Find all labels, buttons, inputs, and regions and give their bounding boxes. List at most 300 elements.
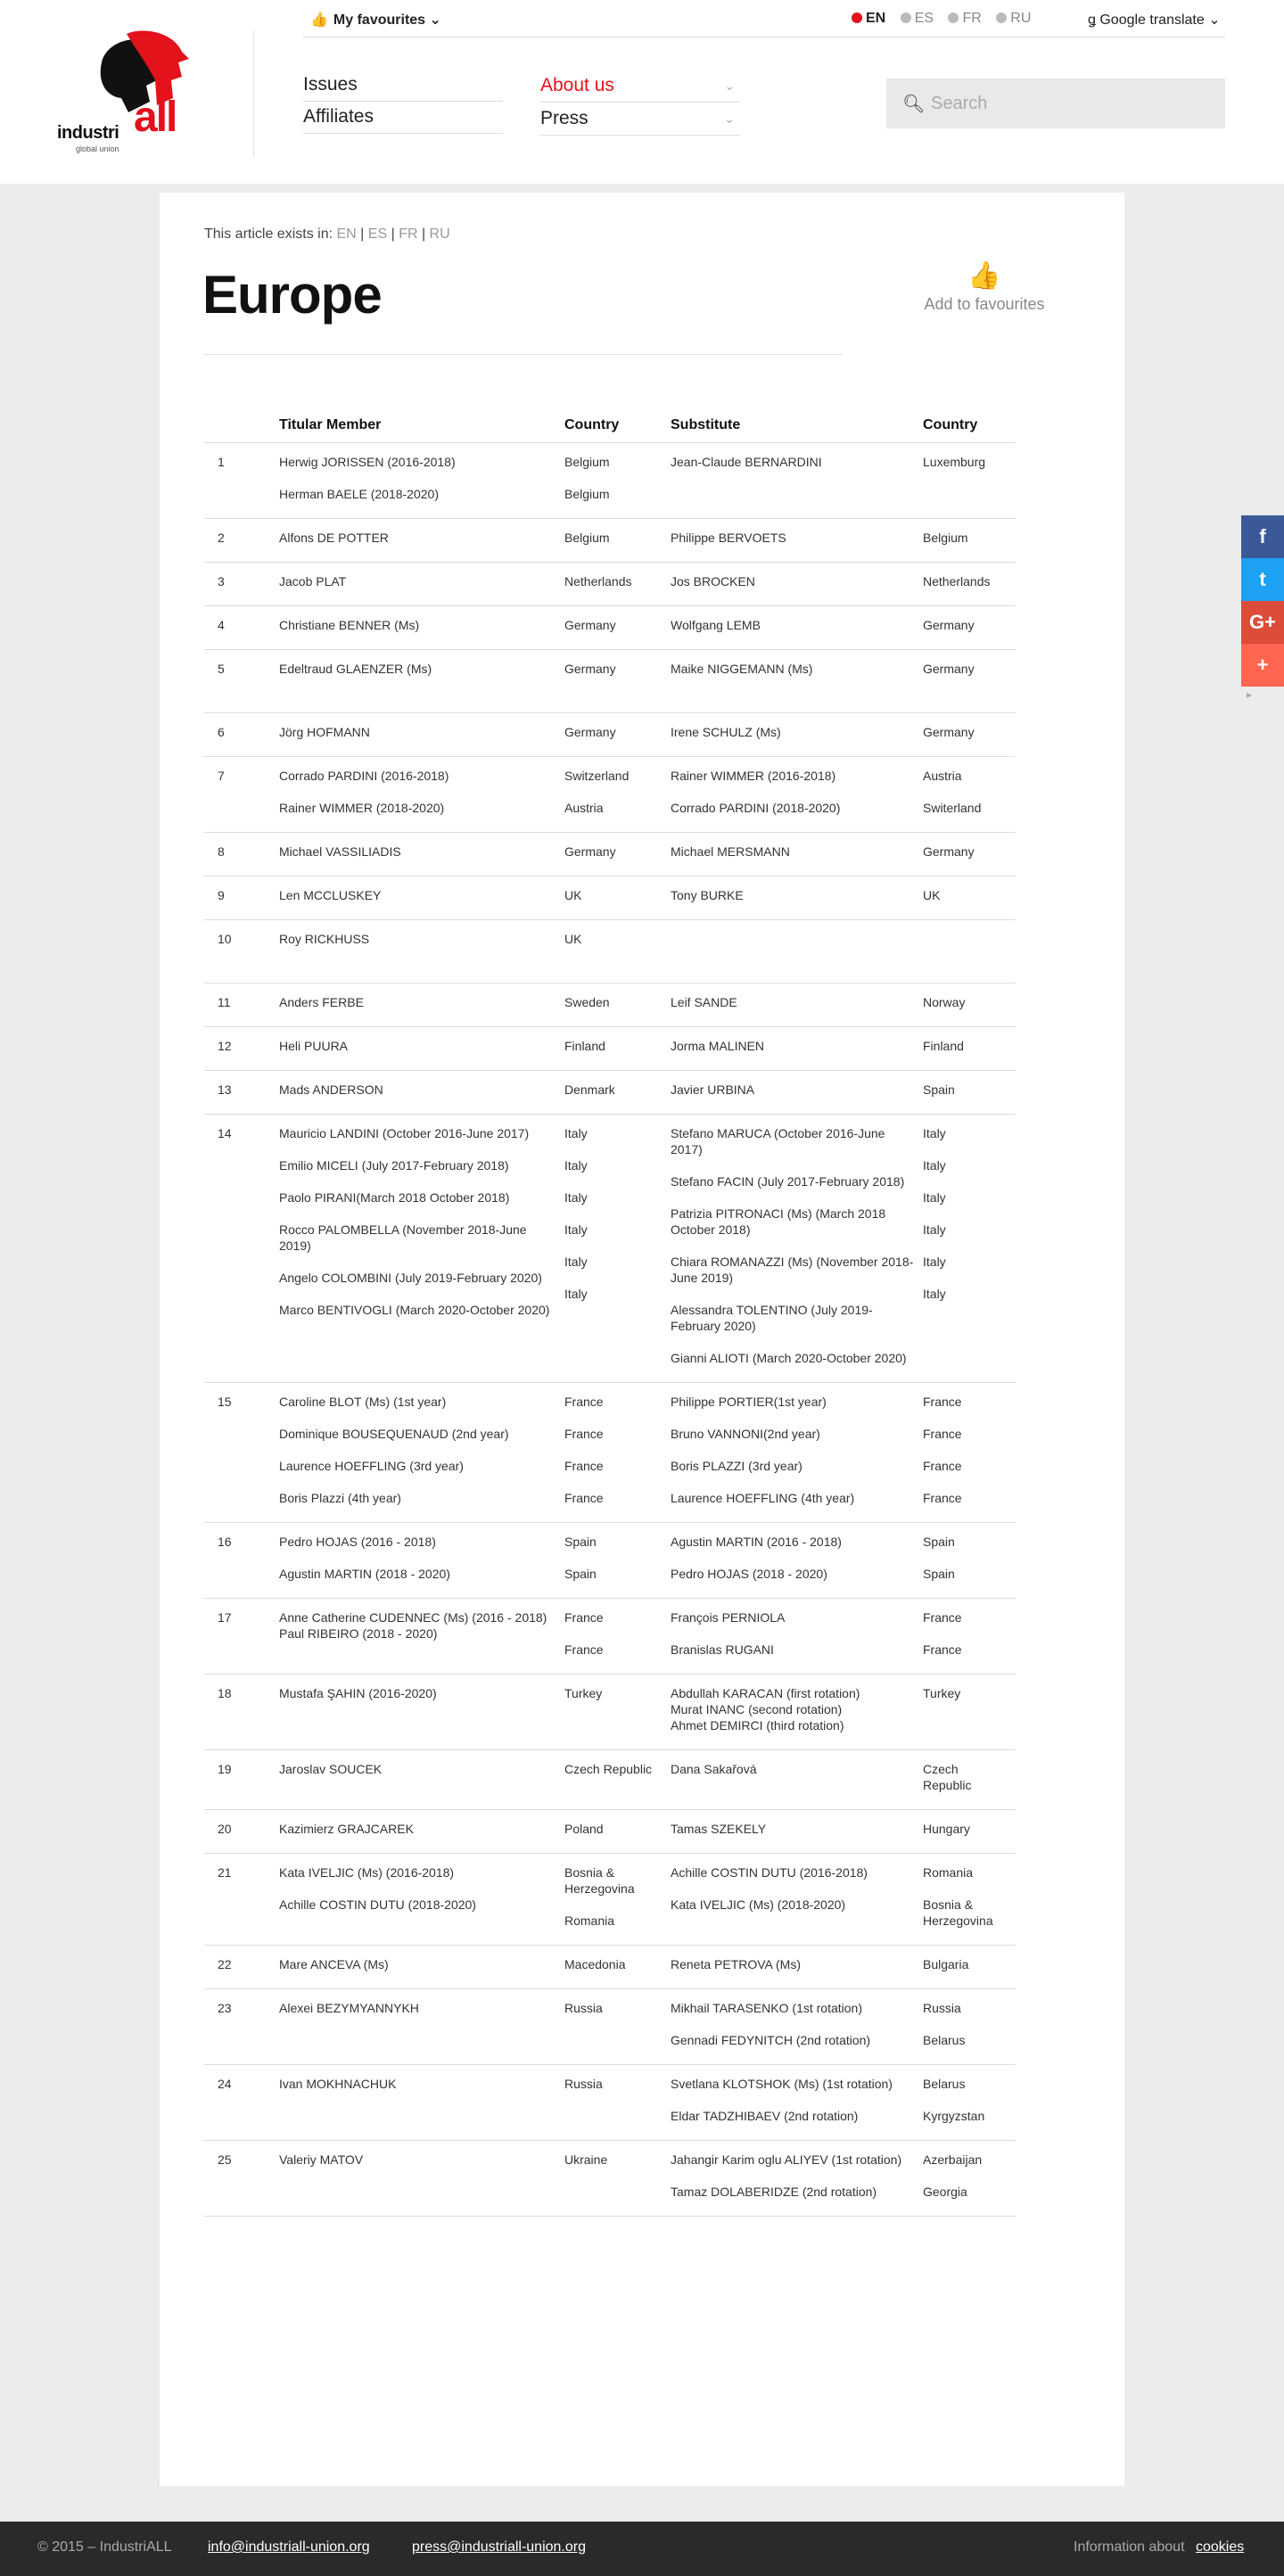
substitute-cell-entry: Reneta PETROVA (Ms) bbox=[671, 1956, 802, 1971]
titular-country-cell-entry: Turkey bbox=[564, 1685, 603, 1700]
article-lang-fr[interactable]: FR bbox=[399, 226, 418, 242]
substitute-country-cell-entry: Italy bbox=[923, 1125, 946, 1140]
titular-member-cell-entry: Dominique BOUSEQUENAUD (2nd year) bbox=[279, 1426, 509, 1441]
lang-fr[interactable]: FR bbox=[948, 11, 981, 26]
titular-member-cell-entry: Mads ANDERSON bbox=[279, 1082, 383, 1097]
titular-country-cell-entry: Germany bbox=[564, 661, 616, 676]
substitute-country-cell bbox=[923, 442, 1016, 518]
titular-country-cell-entry: Russia bbox=[564, 2000, 603, 2015]
row-number: 6 bbox=[204, 712, 279, 756]
titular-member-cell-entry: Mare ANCEVA (Ms) bbox=[279, 1956, 389, 1971]
substitute-cell-entry: Svetlana KLOTSHOK (Ms) (1st rotation) bbox=[671, 2076, 893, 2091]
titular-country-cell-entry: Austria bbox=[564, 800, 604, 815]
titular-member-cell bbox=[279, 1522, 564, 1598]
titular-country-cell-entry: Italy bbox=[564, 1157, 588, 1173]
titular-member-cell-entry: Jörg HOFMANN bbox=[279, 724, 370, 739]
chevron-down-icon: ⌄ bbox=[724, 111, 735, 126]
substitute-cell-entry: Jos BROCKEN bbox=[671, 573, 755, 588]
titular-country-cell-entry: Ukraine bbox=[564, 2152, 608, 2167]
search-box bbox=[886, 78, 1225, 128]
chevron-down-icon: ⌄ bbox=[429, 12, 441, 28]
add-to-favourites-button[interactable] bbox=[913, 260, 1056, 314]
row-number: 4 bbox=[204, 605, 279, 649]
lang-ru[interactable]: RU bbox=[996, 11, 1031, 26]
search-input[interactable] bbox=[931, 78, 1216, 128]
substitute-cell-entry: Alessandra TOLENTINO (July 2019-February 2020) bbox=[671, 1302, 873, 1333]
titular-member-cell-entry: Angelo COLOMBINI (July 2019-February 2020) bbox=[279, 1270, 542, 1285]
titular-member-cell-entry: Boris Plazzi (4th year) bbox=[279, 1490, 401, 1505]
collapse-arrow-icon[interactable]: ▸ bbox=[1247, 688, 1253, 701]
substitute-cell bbox=[671, 832, 923, 876]
substitute-cell-entry: Philippe BERVOETS bbox=[671, 530, 786, 545]
substitute-cell bbox=[671, 1809, 923, 1853]
titular-member-cell bbox=[279, 1749, 564, 1809]
substitute-country-cell-entry: Italy bbox=[923, 1157, 946, 1173]
google-translate-button[interactable] bbox=[1088, 11, 1221, 29]
titular-member-cell bbox=[279, 1382, 564, 1522]
thumbs-up-icon: 👍 bbox=[310, 12, 328, 28]
table-row bbox=[204, 605, 1016, 649]
substitute-cell-entry: Tamaz DOLABERIDZE (2nd rotation) bbox=[671, 2184, 877, 2199]
substitute-cell bbox=[671, 562, 923, 605]
table-row bbox=[204, 876, 1016, 919]
titular-country-cell-entry: Belgium bbox=[564, 486, 610, 501]
article-lang-ru[interactable]: RU bbox=[429, 226, 450, 242]
substitute-country-cell-entry: Bosnia & Herzegovina bbox=[923, 1897, 993, 1928]
radio-icon bbox=[948, 12, 959, 23]
substitute-country-cell-entry: Romania bbox=[923, 1864, 974, 1880]
table-row bbox=[204, 518, 1016, 562]
substitute-cell-entry: Gennadi FEDYNITCH (2nd rotation) bbox=[671, 2032, 871, 2047]
table-row bbox=[204, 712, 1016, 756]
substitute-country-cell bbox=[923, 1070, 1016, 1114]
titular-member-cell-entry: Jacob PLAT bbox=[279, 573, 347, 588]
titular-member-cell-entry: Herwig JORISSEN (2016-2018) bbox=[279, 454, 456, 469]
titular-member-cell bbox=[279, 1598, 564, 1674]
substitute-country-cell-entry: Finland bbox=[923, 1038, 964, 1053]
substitute-country-cell-entry: Italy bbox=[923, 1189, 946, 1205]
row-number: 8 bbox=[204, 832, 279, 876]
title-divider bbox=[204, 354, 843, 355]
logo-text: industri bbox=[57, 123, 119, 143]
substitute-cell-entry: Laurence HOEFFLING (4th year) bbox=[671, 1490, 855, 1505]
nav-affiliates[interactable]: Affiliates bbox=[303, 106, 503, 134]
table-row bbox=[204, 1598, 1016, 1674]
substitute-country-cell-entry: UK bbox=[923, 887, 941, 902]
titular-member-cell-entry: Mauricio LANDINI (October 2016-June 2017) bbox=[279, 1125, 530, 1140]
substitute-cell bbox=[671, 919, 923, 983]
row-number: 13 bbox=[204, 1070, 279, 1114]
titular-member-cell bbox=[279, 1674, 564, 1749]
substitute-cell-entry: Bruno VANNONI(2nd year) bbox=[671, 1426, 820, 1441]
titular-member-cell bbox=[279, 2064, 564, 2140]
table-row bbox=[204, 1026, 1016, 1070]
titular-member-cell-entry: Ivan MOKHNACHUK bbox=[279, 2076, 397, 2091]
table-row bbox=[204, 756, 1016, 832]
titular-member-cell bbox=[279, 1809, 564, 1853]
substitute-cell bbox=[671, 756, 923, 832]
substitute-cell-entry: Dana Sakařová bbox=[671, 1761, 757, 1776]
substitute-country-cell bbox=[923, 649, 1016, 712]
titular-country-cell bbox=[564, 2140, 671, 2216]
titular-country-cell-entry: France bbox=[564, 1458, 604, 1473]
substitute-country-cell-entry: Austria bbox=[923, 768, 962, 783]
row-number: 3 bbox=[204, 562, 279, 605]
row-number: 23 bbox=[204, 1988, 279, 2064]
titular-country-cell bbox=[564, 876, 671, 919]
titular-country-cell bbox=[564, 756, 671, 832]
titular-member-cell-entry: Christiane BENNER (Ms) bbox=[279, 617, 420, 632]
substitute-country-cell bbox=[923, 1674, 1016, 1749]
google-plus-icon[interactable]: G+ bbox=[1241, 601, 1284, 644]
titular-country-cell bbox=[564, 518, 671, 562]
substitute-country-cell-entry: Italy bbox=[923, 1254, 946, 1269]
substitute-cell-entry: Rainer WIMMER (2016-2018) bbox=[671, 768, 836, 783]
titular-member-cell-entry: Herman BAELE (2018-2020) bbox=[279, 486, 439, 501]
substitute-country-cell bbox=[923, 1114, 1016, 1382]
substitute-country-cell-entry: Hungary bbox=[923, 1821, 970, 1836]
titular-member-cell-entry: Valeriy MATOV bbox=[279, 2152, 364, 2167]
radio-icon bbox=[852, 12, 862, 23]
col-substitute-country: Country bbox=[923, 412, 1016, 442]
titular-member-cell-entry: Achille COSTIN DUTU (2018-2020) bbox=[279, 1897, 476, 1912]
substitute-cell-entry: Michael MERSMANN bbox=[671, 844, 790, 859]
substitute-country-cell-entry: Germany bbox=[923, 724, 975, 739]
substitute-country-cell-entry: Bulgaria bbox=[923, 1956, 969, 1971]
col-substitute: Substitute bbox=[671, 412, 923, 442]
substitute-country-cell-entry: Germany bbox=[923, 661, 975, 676]
titular-member-cell-entry: Michael VASSILIADIS bbox=[279, 844, 401, 859]
titular-country-cell-entry: Bosnia & Herzegovina bbox=[564, 1864, 635, 1896]
titular-country-cell-entry: Germany bbox=[564, 724, 616, 739]
titular-country-cell-entry: UK bbox=[564, 887, 582, 902]
titular-member-cell bbox=[279, 1026, 564, 1070]
row-number: 15 bbox=[204, 1382, 279, 1522]
titular-country-cell-entry: Sweden bbox=[564, 994, 610, 1009]
share-more-icon[interactable]: + bbox=[1241, 644, 1284, 687]
titular-country-cell bbox=[564, 442, 671, 518]
titular-country-cell bbox=[564, 832, 671, 876]
titular-country-cell-entry: Finland bbox=[564, 1038, 605, 1053]
search-icon[interactable]: 🔍︎ bbox=[902, 95, 926, 114]
table-row bbox=[204, 2064, 1016, 2140]
titular-country-cell-entry: Denmark bbox=[564, 1082, 615, 1097]
substitute-cell-entry: Tony BURKE bbox=[671, 887, 744, 902]
table-row bbox=[204, 1382, 1016, 1522]
titular-member-cell-entry: Alexei BEZYMYANNYKH bbox=[279, 2000, 419, 2015]
substitute-country-cell-entry: Spain bbox=[923, 1566, 955, 1581]
social-share-bar bbox=[1241, 515, 1284, 687]
row-number: 11 bbox=[204, 983, 279, 1026]
table-row bbox=[204, 649, 1016, 712]
row-number: 24 bbox=[204, 2064, 279, 2140]
substitute-cell bbox=[671, 1674, 923, 1749]
nav-press[interactable]: Press ⌄ bbox=[540, 108, 740, 136]
titular-member-cell-entry: Jaroslav SOUCEK bbox=[279, 1761, 383, 1776]
substitute-cell-entry: Pedro HOJAS (2018 - 2020) bbox=[671, 1566, 827, 1581]
titular-member-cell-entry: Alfons DE POTTER bbox=[279, 530, 389, 545]
titular-country-cell-entry: Netherlands bbox=[564, 573, 632, 588]
table-row bbox=[204, 1674, 1016, 1749]
substitute-cell-entry: Kata IVELJIC (Ms) (2018-2020) bbox=[671, 1897, 846, 1912]
lang-en[interactable]: EN bbox=[852, 11, 885, 26]
col-number bbox=[204, 412, 279, 442]
substitute-cell-entry: Branislas RUGANI bbox=[671, 1642, 774, 1657]
titular-country-cell-entry: Switzerland bbox=[564, 768, 630, 783]
titular-country-cell bbox=[564, 562, 671, 605]
titular-country-cell bbox=[564, 919, 671, 983]
nav-about-us[interactable]: About us ⌄ bbox=[540, 75, 740, 103]
table-row bbox=[204, 442, 1016, 518]
radio-icon bbox=[996, 12, 1007, 23]
titular-member-cell bbox=[279, 1988, 564, 2064]
substitute-cell-entry: Jean-Claude BERNARDINI bbox=[671, 454, 822, 469]
logo-subtitle: global union bbox=[76, 144, 119, 153]
substitute-cell bbox=[671, 649, 923, 712]
titular-member-cell-entry: Marco BENTIVOGLI (March 2020-October 2020) bbox=[279, 1302, 550, 1317]
titular-country-cell-entry: France bbox=[564, 1642, 604, 1657]
substitute-country-cell bbox=[923, 562, 1016, 605]
table-row bbox=[204, 1070, 1016, 1114]
substitute-country-cell bbox=[923, 518, 1016, 562]
substitute-country-cell-entry: Russia bbox=[923, 2000, 961, 2015]
titular-member-cell bbox=[279, 442, 564, 518]
table-row bbox=[204, 1988, 1016, 2064]
titular-country-cell bbox=[564, 1988, 671, 2064]
substitute-country-cell-entry: France bbox=[923, 1490, 962, 1505]
substitute-country-cell-entry: Norway bbox=[923, 994, 966, 1009]
col-country: Country bbox=[564, 412, 671, 442]
titular-member-cell bbox=[279, 983, 564, 1026]
substitute-cell-entry: Boris PLAZZI (3rd year) bbox=[671, 1458, 802, 1473]
table-row bbox=[204, 1945, 1016, 1988]
substitute-country-cell bbox=[923, 1522, 1016, 1598]
row-number: 12 bbox=[204, 1026, 279, 1070]
table-row bbox=[204, 1522, 1016, 1598]
footer-email-info[interactable]: info@industriall-union.org bbox=[208, 2539, 370, 2555]
titular-member-cell bbox=[279, 2140, 564, 2216]
row-number: 16 bbox=[204, 1522, 279, 1598]
substitute-country-cell bbox=[923, 756, 1016, 832]
titular-country-cell-entry: Poland bbox=[564, 1821, 604, 1836]
substitute-cell bbox=[671, 2064, 923, 2140]
substitute-country-cell-entry: Germany bbox=[923, 617, 975, 632]
substitute-cell bbox=[671, 1382, 923, 1522]
substitute-cell-entry: Maike NIGGEMANN (Ms) bbox=[671, 661, 813, 676]
table-row bbox=[204, 2140, 1016, 2216]
substitute-country-cell-entry: Kyrgyzstan bbox=[923, 2108, 985, 2123]
google-icon: ǥ bbox=[1088, 12, 1096, 28]
titular-member-cell-entry: Caroline BLOT (Ms) (1st year) bbox=[279, 1394, 447, 1409]
site-footer bbox=[0, 2522, 1284, 2576]
titular-country-cell-entry: France bbox=[564, 1394, 604, 1409]
substitute-cell bbox=[671, 1749, 923, 1809]
row-number: 18 bbox=[204, 1674, 279, 1749]
row-number: 7 bbox=[204, 756, 279, 832]
titular-country-cell-entry: Romania bbox=[564, 1913, 615, 1928]
substitute-cell bbox=[671, 1070, 923, 1114]
substitute-cell-entry: Achille COSTIN DUTU (2016-2018) bbox=[671, 1864, 868, 1880]
row-number: 19 bbox=[204, 1749, 279, 1809]
row-number: 21 bbox=[204, 1853, 279, 1945]
titular-member-cell-entry: Paul RIBEIRO (2018 - 2020) bbox=[279, 1625, 438, 1641]
titular-country-cell-entry: Czech Republic bbox=[564, 1761, 653, 1776]
titular-country-cell bbox=[564, 605, 671, 649]
substitute-cell-entry: Patrizia PITRONACI (Ms) (March 2018 October 2018) bbox=[671, 1206, 886, 1237]
titular-country-cell-entry: France bbox=[564, 1426, 604, 1441]
titular-member-cell bbox=[279, 1114, 564, 1382]
substitute-cell-entry: Philippe PORTIER(1st year) bbox=[671, 1394, 827, 1409]
nav-issues[interactable]: Issues bbox=[303, 74, 503, 102]
substitute-country-cell bbox=[923, 832, 1016, 876]
titular-member-cell bbox=[279, 876, 564, 919]
language-switcher bbox=[852, 11, 1041, 27]
substitute-cell-entry: Chiara ROMANAZZI (Ms) (November 2018-June 2019) bbox=[671, 1254, 914, 1285]
substitute-country-cell bbox=[923, 983, 1016, 1026]
substitute-country-cell bbox=[923, 876, 1016, 919]
substitute-country-cell-entry: France bbox=[923, 1458, 962, 1473]
substitute-cell bbox=[671, 442, 923, 518]
titular-country-cell bbox=[564, 1070, 671, 1114]
site-header bbox=[0, 0, 1284, 184]
titular-member-cell bbox=[279, 649, 564, 712]
substitute-cell-entry: Agustin MARTIN (2016 - 2018) bbox=[671, 1534, 842, 1549]
titular-country-cell-entry: Germany bbox=[564, 844, 616, 859]
titular-member-cell-entry: Rainer WIMMER (2018-2020) bbox=[279, 800, 445, 815]
row-number: 22 bbox=[204, 1945, 279, 1988]
titular-country-cell-entry: Italy bbox=[564, 1286, 588, 1301]
titular-country-cell bbox=[564, 649, 671, 712]
substitute-country-cell bbox=[923, 1382, 1016, 1522]
titular-member-cell-entry: Laurence HOEFFLING (3rd year) bbox=[279, 1458, 464, 1473]
titular-member-cell-entry: Agustin MARTIN (2018 - 2020) bbox=[279, 1566, 450, 1581]
logo-all-text: all bbox=[134, 94, 177, 141]
my-favourites-label: My favourites bbox=[333, 12, 426, 28]
titular-country-cell bbox=[564, 1945, 671, 1988]
substitute-cell-entry: Stefano FACIN (July 2017-February 2018) bbox=[671, 1173, 905, 1189]
titular-member-cell bbox=[279, 832, 564, 876]
row-number: 1 bbox=[204, 442, 279, 518]
titular-member-cell-entry: Mustafa ŞAHIN (2016-2020) bbox=[279, 1685, 437, 1700]
titular-member-cell-entry: Pedro HOJAS (2016 - 2018) bbox=[279, 1534, 436, 1549]
substitute-cell bbox=[671, 605, 923, 649]
titular-country-cell-entry: France bbox=[564, 1609, 604, 1625]
article-lang-en[interactable]: EN bbox=[336, 226, 357, 242]
titular-member-cell bbox=[279, 605, 564, 649]
substitute-country-cell-entry: Belarus bbox=[923, 2032, 966, 2047]
titular-country-cell bbox=[564, 1382, 671, 1522]
substitute-country-cell-entry: Belgium bbox=[923, 530, 968, 545]
row-number: 9 bbox=[204, 876, 279, 919]
substitute-cell bbox=[671, 876, 923, 919]
footer-copyright: © 2015 – IndustriALL bbox=[37, 2539, 172, 2555]
substitute-cell bbox=[671, 2140, 923, 2216]
my-favourites-link[interactable] bbox=[310, 11, 441, 29]
header-divider bbox=[253, 30, 254, 157]
twitter-icon[interactable]: t bbox=[1241, 558, 1284, 601]
table-row bbox=[204, 1749, 1016, 1809]
article-lang-es[interactable]: ES bbox=[367, 226, 388, 242]
titular-member-cell bbox=[279, 1945, 564, 1988]
titular-country-cell bbox=[564, 1114, 671, 1382]
substitute-country-cell-entry: Luxemburg bbox=[923, 454, 986, 469]
titular-member-cell bbox=[279, 518, 564, 562]
row-number: 17 bbox=[204, 1598, 279, 1674]
table-row bbox=[204, 1809, 1016, 1853]
substitute-country-cell-entry: Italy bbox=[923, 1286, 946, 1301]
substitute-cell-entry: Abdullah KARACAN (first rotation) Murat INANC (second rotation) Ahmet DEMIRCI (third rotation) bbox=[671, 1685, 860, 1732]
substitute-cell-entry: Irene SCHULZ (Ms) bbox=[671, 724, 781, 739]
footer-info-label: Information about bbox=[1074, 2539, 1185, 2555]
substitute-cell bbox=[671, 1853, 923, 1945]
titular-country-cell bbox=[564, 1853, 671, 1945]
titular-country-cell-entry: Spain bbox=[564, 1566, 597, 1581]
substitute-country-cell-entry: Czech Republic bbox=[923, 1761, 972, 1792]
substitute-country-cell-entry: Belarus bbox=[923, 2076, 966, 2091]
facebook-icon[interactable]: f bbox=[1241, 515, 1284, 558]
substitute-country-cell-entry: Germany bbox=[923, 844, 975, 859]
substitute-country-cell bbox=[923, 1026, 1016, 1070]
substitute-country-cell-entry: Spain bbox=[923, 1082, 955, 1097]
substitute-country-cell bbox=[923, 2140, 1016, 2216]
titular-member-cell-entry: Kata IVELJIC (Ms) (2016-2018) bbox=[279, 1864, 455, 1880]
substitute-cell bbox=[671, 712, 923, 756]
titular-member-cell bbox=[279, 919, 564, 983]
titular-member-cell bbox=[279, 562, 564, 605]
chevron-down-icon: ⌄ bbox=[1208, 12, 1221, 28]
table-row bbox=[204, 832, 1016, 876]
titular-country-cell-entry: Belgium bbox=[564, 530, 610, 545]
titular-member-cell-entry: Kazimierz GRAJCAREK bbox=[279, 1821, 414, 1836]
substitute-country-cell bbox=[923, 2064, 1016, 2140]
titular-country-cell-entry: UK bbox=[564, 931, 582, 946]
footer-email-press[interactable]: press@industriall-union.org bbox=[412, 2539, 586, 2555]
col-titular-member: Titular Member bbox=[279, 412, 564, 442]
titular-member-cell bbox=[279, 1070, 564, 1114]
substitute-country-cell-entry: France bbox=[923, 1642, 962, 1657]
substitute-country-cell-entry: France bbox=[923, 1426, 962, 1441]
table-row bbox=[204, 919, 1016, 983]
substitute-country-cell-entry: Azerbaijan bbox=[923, 2152, 983, 2167]
google-translate-label: Google translate bbox=[1099, 12, 1205, 28]
titular-member-cell bbox=[279, 712, 564, 756]
titular-country-cell bbox=[564, 1749, 671, 1809]
substitute-country-cell bbox=[923, 1809, 1016, 1853]
substitute-cell-entry: Jorma MALINEN bbox=[671, 1038, 765, 1053]
row-number: 25 bbox=[204, 2140, 279, 2216]
substitute-cell bbox=[671, 1026, 923, 1070]
titular-country-cell-entry: Macedonia bbox=[564, 1956, 626, 1971]
substitute-country-cell bbox=[923, 605, 1016, 649]
footer-cookies-link[interactable]: cookies bbox=[1196, 2539, 1245, 2555]
lang-es[interactable]: ES bbox=[901, 11, 934, 26]
substitute-country-cell-entry: Turkey bbox=[923, 1685, 961, 1700]
substitute-cell-entry: Leif SANDE bbox=[671, 994, 737, 1009]
substitute-cell bbox=[671, 1945, 923, 1988]
titular-member-cell-entry: Edeltraud GLAENZER (Ms) bbox=[279, 661, 432, 676]
substitute-cell bbox=[671, 1522, 923, 1598]
titular-country-cell-entry: Russia bbox=[564, 2076, 603, 2091]
titular-member-cell-entry: Len MCCLUSKEY bbox=[279, 887, 382, 902]
titular-country-cell-entry: Italy bbox=[564, 1222, 588, 1237]
substitute-country-cell bbox=[923, 1853, 1016, 1945]
substitute-country-cell bbox=[923, 1749, 1016, 1809]
substitute-cell-entry: Jahangir Karim oglu ALIYEV (1st rotation) bbox=[671, 2152, 902, 2167]
row-number: 14 bbox=[204, 1114, 279, 1382]
titular-country-cell-entry: France bbox=[564, 1490, 604, 1505]
substitute-country-cell-entry: Netherlands bbox=[923, 573, 991, 588]
substitute-country-cell-entry: France bbox=[923, 1609, 962, 1625]
